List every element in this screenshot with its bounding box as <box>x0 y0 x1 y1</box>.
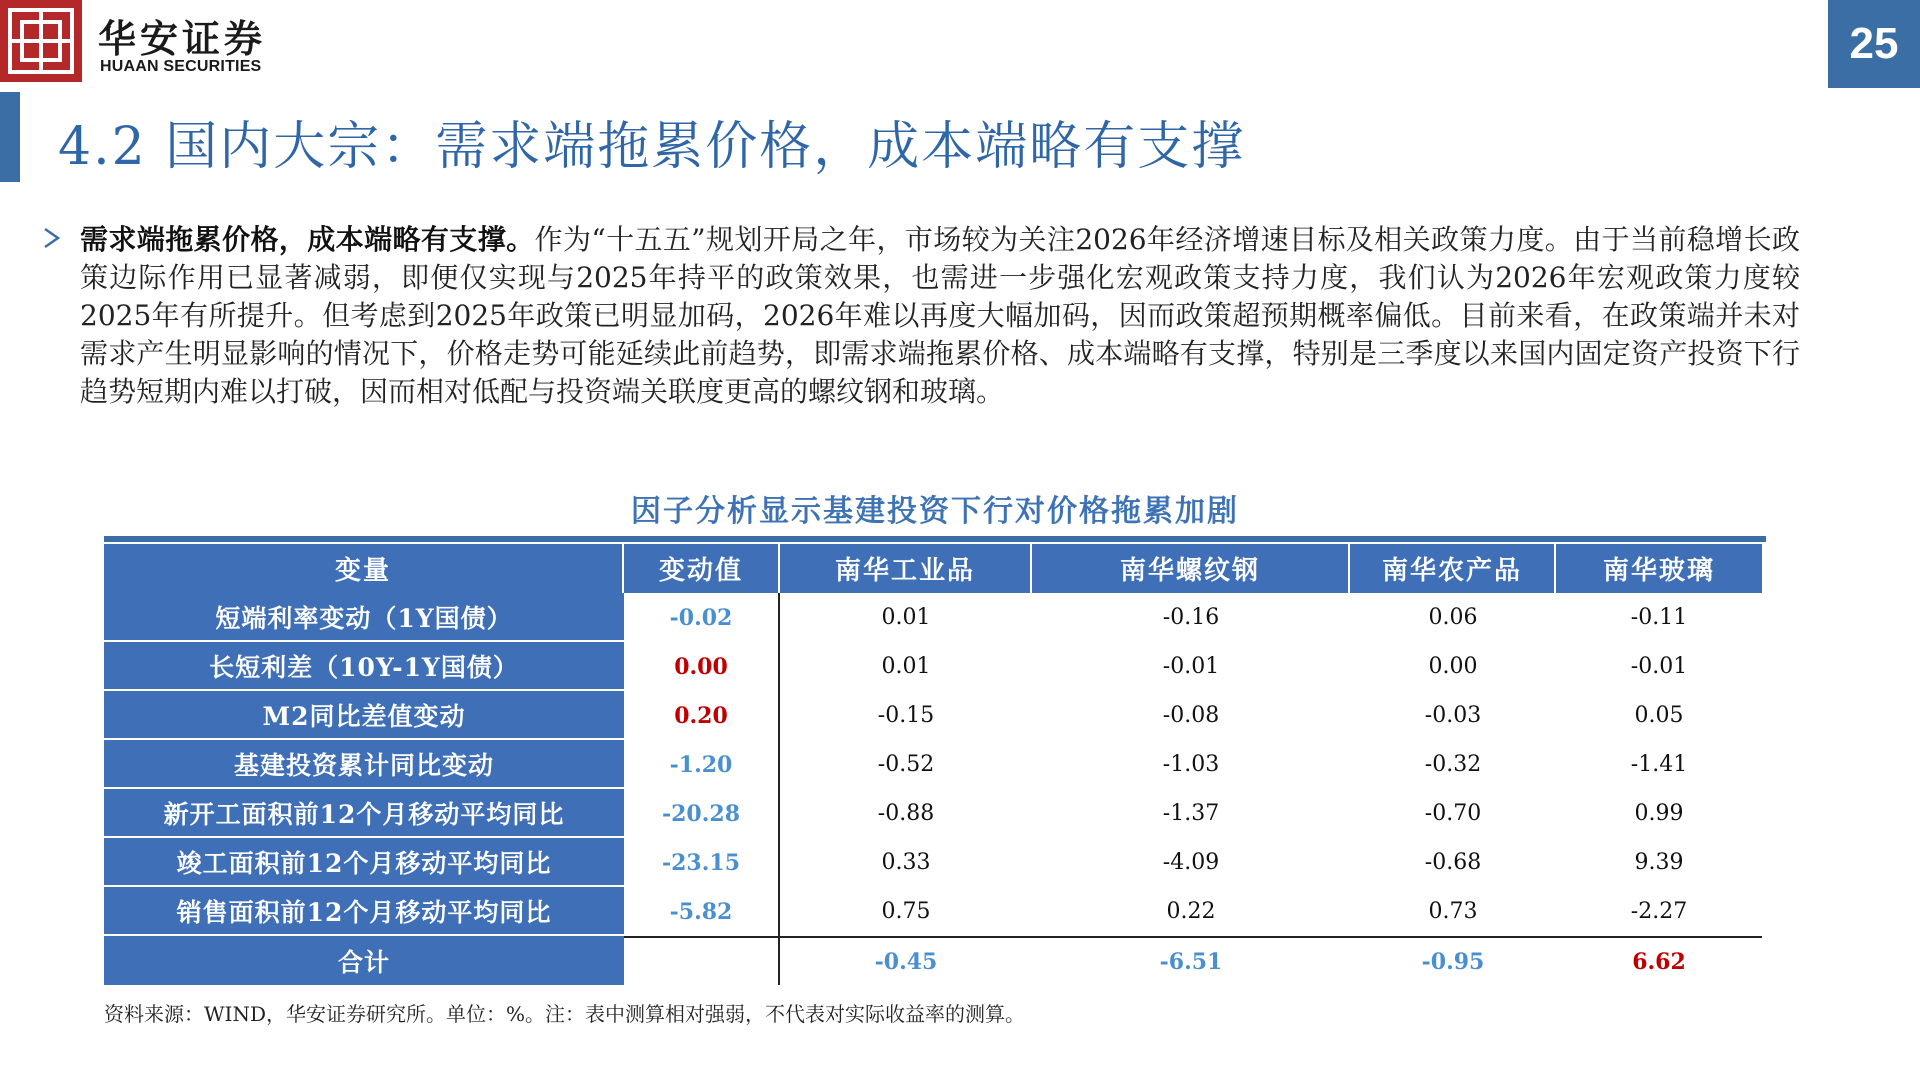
total-value-cell: 6.62 <box>1556 936 1762 985</box>
value-cell: -0.11 <box>1630 605 1688 630</box>
value-cell: 0.06 <box>1428 605 1478 630</box>
value-cell: -0.70 <box>1424 801 1482 826</box>
value-cell: 0.01 <box>881 654 931 679</box>
value-cell: -0.52 <box>877 752 935 777</box>
value-cell: -1.37 <box>1162 801 1220 826</box>
value-cell: -2.27 <box>1630 899 1688 924</box>
change-value-cell: -23.15 <box>624 838 780 887</box>
brand-name-en: HUAAN SECURITIES <box>100 58 262 75</box>
change-value-cell: -5.82 <box>624 887 780 936</box>
row-label: 基建投资累计同比变动 <box>104 740 624 789</box>
value-cell: -1.03 <box>1162 752 1220 777</box>
row-label: 新开工面积前12个月移动平均同比 <box>104 789 624 838</box>
value-cell: 0.33 <box>881 850 931 875</box>
value-cell: -0.03 <box>1424 703 1482 728</box>
summary-paragraph <box>80 221 1800 411</box>
header-cell: 南华农产品 <box>1350 544 1556 593</box>
value-cell: -0.68 <box>1424 850 1482 875</box>
total-label: 合计 <box>104 936 624 985</box>
total-value-cell: -0.95 <box>1350 936 1556 985</box>
slide-title: 4.2 国内大宗：需求端拖累价格，成本端略有支撑 <box>58 117 1246 177</box>
row-label: 短端利率变动（1Y国债） <box>104 593 624 642</box>
header-cell: 南华螺纹钢 <box>1032 544 1350 593</box>
row-label: 竣工面积前12个月移动平均同比 <box>104 838 624 887</box>
value-cell: 0.75 <box>881 899 931 924</box>
factor-table <box>104 544 1762 985</box>
value-cell: -4.09 <box>1162 850 1220 875</box>
change-value-cell: -0.02 <box>624 593 780 642</box>
arrow-bullet-icon <box>42 226 62 250</box>
header-cell: 南华工业品 <box>780 544 1032 593</box>
value-cell: 0.05 <box>1634 703 1684 728</box>
value-cell: -0.08 <box>1162 703 1220 728</box>
header-cell: 变量 <box>104 544 624 593</box>
value-cell: 0.73 <box>1428 899 1478 924</box>
company-logo <box>0 0 82 82</box>
value-cell: -0.32 <box>1424 752 1482 777</box>
value-cell: -0.01 <box>1630 654 1688 679</box>
value-cell: 0.01 <box>881 605 931 630</box>
value-cell: -1.41 <box>1630 752 1688 777</box>
title-accent-bar <box>0 92 20 182</box>
value-cell: -0.16 <box>1162 605 1220 630</box>
change-value-cell: 0.20 <box>624 691 780 740</box>
value-cell: 0.00 <box>1428 654 1478 679</box>
value-cell: -0.15 <box>877 703 935 728</box>
value-cell: -0.88 <box>877 801 935 826</box>
change-value-cell: -20.28 <box>624 789 780 838</box>
row-label: 长短利差（10Y-1Y国债） <box>104 642 624 691</box>
row-label: M2同比差值变动 <box>104 691 624 740</box>
page-number: 25 <box>1828 0 1920 88</box>
table-title: 因子分析显示基建投资下行对价格拖累加剧 <box>631 494 1239 529</box>
value-cell: 9.39 <box>1634 850 1684 875</box>
paragraph-body: 作为“十五五”规划开局之年，市场较为关注2026年经济增速目标及相关政策力度。由于当前稳增长政策边际作用已显著减弱，即便仅实现与2025年持平的政策效果，也需进一步强化宏观政策支持力度，我们认为2026年宏观政策力度较2025年有所提升。但考虑到2025年政策已明显加码，2026年难以再度大幅加码，因而政策超预期概率偏低。目前来看，在政策端并未对需求产生明显影响的情况下，价格走势可能延续此前趋势，即需求端拖累价格、成本端略有支撑，特别是三季度以来国内固定资产投资下行趋势短期内难以打破，因而相对低配与投资端关联度更高的螺纹钢和玻璃。 <box>80 223 1800 408</box>
change-value-cell: 0.00 <box>624 642 780 691</box>
value-cell: 0.99 <box>1634 801 1684 826</box>
paragraph-lead: 需求端拖累价格，成本端略有支撑。 <box>80 223 535 256</box>
value-cell: -0.01 <box>1162 654 1220 679</box>
value-cell: 0.22 <box>1166 899 1216 924</box>
row-label: 销售面积前12个月移动平均同比 <box>104 887 624 936</box>
header-cell: 变动值 <box>624 544 780 593</box>
brand-name-cn: 华安证券 <box>98 16 267 61</box>
table-top-rule <box>104 536 1766 542</box>
total-change-cell <box>624 936 780 985</box>
logo-emblem-icon <box>0 0 82 82</box>
header-cell: 南华玻璃 <box>1556 544 1762 593</box>
total-value-cell: -6.51 <box>1032 936 1350 985</box>
change-value-cell: -1.20 <box>624 740 780 789</box>
source-note: 资料来源：WIND，华安证券研究所。单位：%。注：表中测算相对强弱，不代表对实际收益率的测算。 <box>104 1002 1025 1026</box>
total-value-cell: -0.45 <box>780 936 1032 985</box>
